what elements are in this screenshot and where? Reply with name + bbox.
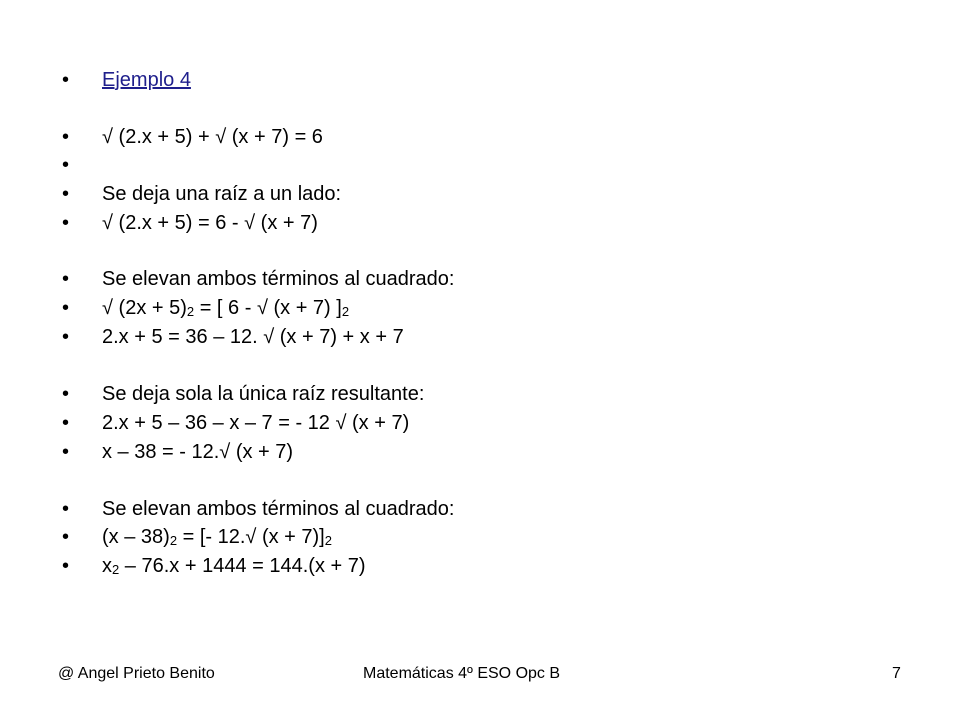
bullet-marker: • [62,183,70,205]
bullet-line-equation [0,434,900,470]
bullet-line-heading [0,62,900,98]
bullet-marker: • [62,297,70,319]
exponent: 2 [112,562,120,577]
line-text: x – 38 = - 12.√ (x + 7) [102,441,294,463]
bullet-line-equation [0,319,900,355]
exponent: 2 [341,304,350,319]
line-text: $(x - 38)_2$ = [- 12.√ $(x + 7)]_2$ [102,526,332,548]
line-text: √ (2.x + 5) + √ (x + 7) = 6 [102,126,323,148]
line-text: Se elevan ambos términos al cuadrado: [102,498,455,520]
line-text: √ $(2x + 5)_2$ = [ 6 - √ (x + 7) ]$_2$ [102,297,350,319]
footer-page-number: 7 [892,665,901,682]
line-text: √ (2.x + 5) = 6 - √ (x + 7) [102,212,318,234]
heading-link[interactable]: Ejemplo 4 [102,69,191,91]
bullet-marker: • [62,526,70,548]
bullet-marker: • [62,498,70,520]
line-text: $x_2 - 76.x + 1444 = 144.(x + 7)$ [102,555,366,577]
bullet-marker: • [62,212,70,234]
bullet-marker: • [62,555,70,577]
line-text: Se deja una raíz a un lado: [102,183,342,205]
footer-author: @ Angel Prieto Benito [58,665,215,682]
bullet-marker: • [62,412,70,434]
exponent: 2 [324,533,332,548]
line-text: 2.x + 5 = 36 – 12. √ (x + 7) + x + 7 [102,326,404,348]
bullet-marker: • [62,383,70,405]
exponent: 2 [186,304,195,319]
bullet-marker: • [62,126,70,148]
bullet-marker: • [62,69,70,91]
bullet-line-equation [0,548,900,584]
bullet-marker: • [62,268,70,290]
bullet-marker: • [62,441,70,463]
bullet-marker: • [62,154,70,176]
line-text: Se elevan ambos términos al cuadrado: [102,268,455,290]
line-text: 2.x + 5 – 36 – x – 7 = - 12 √ (x + 7) [102,412,410,434]
bullet-line-equation [0,205,900,241]
bullet-marker: • [62,326,70,348]
footer-course: Matemáticas 4º ESO Opc B [363,665,561,682]
exponent: 2 [169,533,178,548]
line-text: Se deja sola la única raíz resultante: [102,383,425,405]
